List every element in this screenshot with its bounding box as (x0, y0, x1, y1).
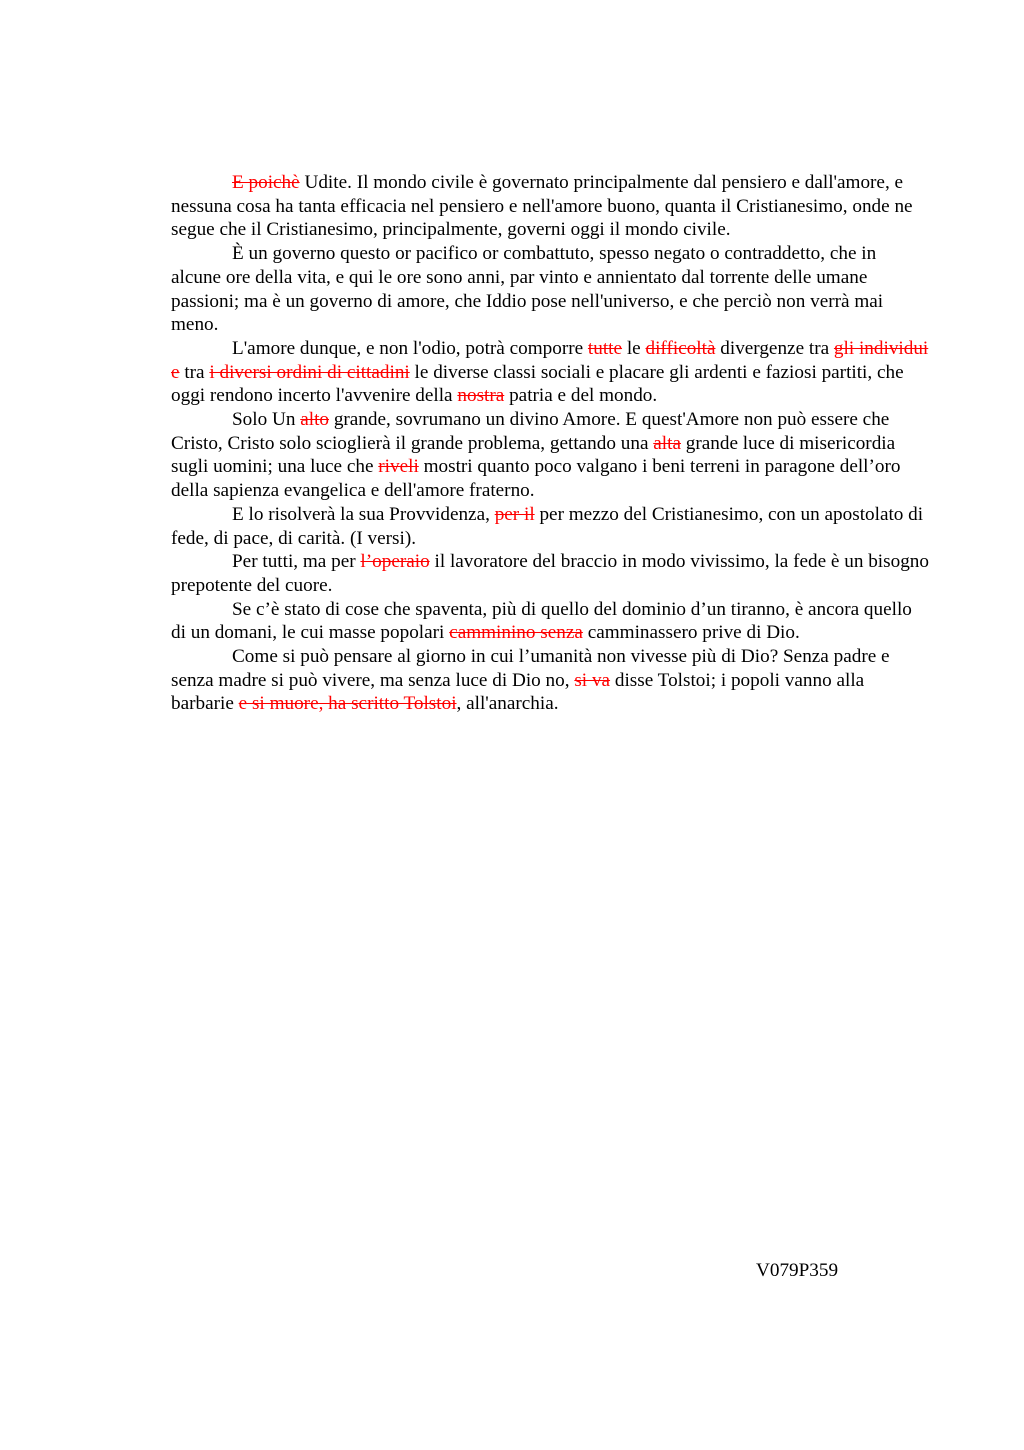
deleted-text: alta (653, 432, 681, 454)
paragraph (171, 503, 931, 550)
body-text: Solo Un (232, 409, 301, 431)
document-body (171, 171, 931, 716)
body-text: il lavoratore del braccio in modo vivissimo, la fede è un bisogno prepotente del cuore. (171, 551, 929, 596)
deleted-text: per il (494, 503, 535, 525)
deleted-text: alto (300, 409, 330, 431)
deleted-text: si va (574, 669, 611, 691)
body-text: grande luce di misericordia sugli uomini; una luce che (171, 432, 896, 478)
body-text: per mezzo del Cristianesimo, con un apostolato di fede, di pace, di carità. (I versi). (171, 503, 924, 549)
deleted-text: gli individui e (171, 337, 929, 383)
deleted-text: camminino senza (449, 622, 583, 644)
body-text: camminassero prive di Dio. (582, 622, 800, 644)
body-text: Se c’è stato di cose che spaventa, più di quello del dominio d’un tiranno, è ancora quello di un domani, le cui masse popolari (171, 598, 912, 644)
deleted-text: nostra (457, 385, 505, 407)
deleted-text: riveli (378, 456, 419, 478)
body-text: , all'anarchia. (456, 693, 559, 715)
page-code: V079P359 (756, 1260, 839, 1281)
body-text: grande, sovrumano un divino Amore. E quest'Amore non può essere che Cristo, Cristo solo scioglierà il grande problema, gettando una (171, 409, 890, 454)
body-text: le (622, 337, 646, 359)
body-text: tra (179, 361, 210, 383)
body-text: Udite. Il mondo civile è governato principalmente dal pensiero e dall'amore, e nessuna cosa ha tanta efficacia nel pensiero e nell'amore buono, quanta il Cristianesimo, onde ne segue che il Cristianesimo, principalmente, governi oggi il mondo civile. (171, 172, 913, 241)
body-text: disse Tolstoi; i popoli vanno alla barbarie (171, 669, 865, 715)
body-text: E lo risolverà la sua Provvidenza, (232, 503, 495, 525)
paragraph (171, 598, 931, 645)
deleted-text: l’operaio (360, 551, 430, 573)
paragraph (171, 242, 931, 337)
paragraph (171, 408, 931, 503)
body-text: divergenze tra (715, 337, 834, 359)
body-text: Come si può pensare al giorno in cui l’umanità non vivesse più di Dio? Senza padre e senza madre si può vivere, ma senza luce di Dio no, (171, 646, 890, 691)
deleted-text: difficoltà (645, 337, 716, 359)
body-text: Per tutti, ma per (232, 551, 361, 573)
paragraph (171, 337, 931, 408)
body-text: patria e del mondo. (504, 385, 658, 407)
body-text: L'amore dunque, e non l'odio, potrà comporre (232, 337, 588, 359)
paragraph (171, 550, 931, 597)
body-text: mostri quanto poco valgano i beni terreni in paragone dell’oro della sapienza evangelica e dell'amore fraterno. (171, 456, 901, 502)
paragraph (171, 171, 931, 242)
deleted-text: e si muore, ha scritto Tolstoi (238, 693, 457, 715)
deleted-text: E poichè (232, 172, 300, 193)
deleted-text: tutte (587, 337, 623, 359)
body-text: È un governo questo or pacifico or combattuto, spesso negato o contraddetto, che in alcune ore della vita, e qui le ore sono anni, par vinto e annientato dal torrente delle umane passioni; ma è un governo di amore, che Iddio pose nell'universo, e che perciò non verrà mai meno. (171, 243, 884, 336)
deleted-text: i diversi ordini di cittadini (209, 361, 410, 383)
paragraph (171, 645, 931, 716)
body-text: le diverse classi sociali e placare gli ardenti e faziosi partiti, che oggi rendono incerto l'avvenire della (171, 361, 904, 407)
